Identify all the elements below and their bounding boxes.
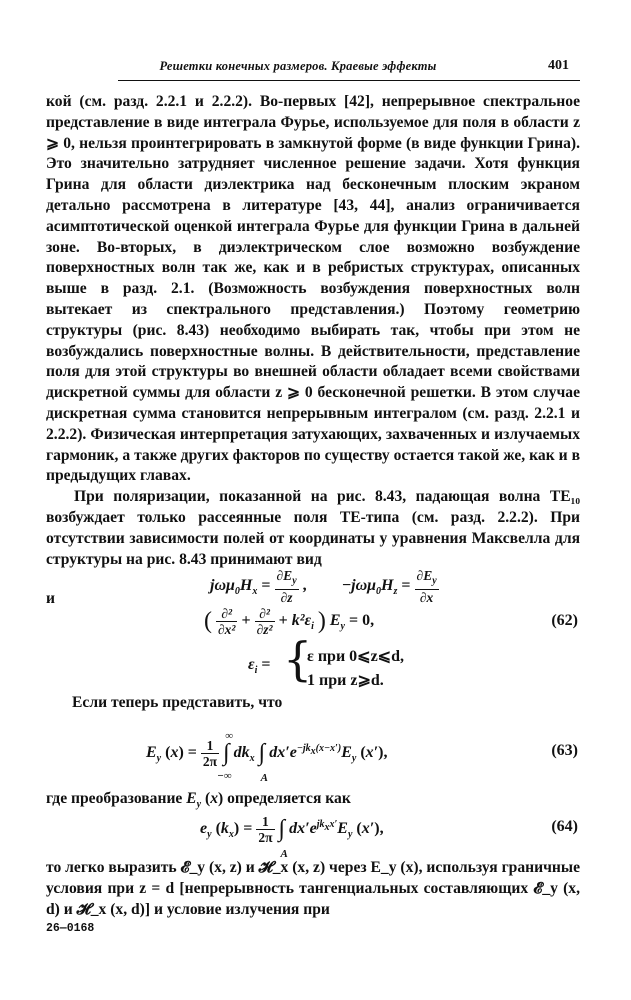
- epsilon-case-1: ε при 0⩽z⩽d,: [307, 648, 404, 665]
- running-header-title: Решетки конечных размеров. Краевые эффекты: [159, 59, 437, 73]
- case-brace: {: [283, 632, 313, 686]
- epsilon-case-2: 1 при z⩾d.: [307, 672, 384, 689]
- epsilon-label: $\varepsilon_i$ =: [248, 656, 271, 677]
- page-number: 401: [548, 58, 569, 73]
- text-where: где преобразование $E_y$ (x) определяется как: [46, 790, 351, 811]
- header-rule: [118, 80, 580, 81]
- equation-number-63: (63): [551, 742, 578, 759]
- connector-and: и: [46, 590, 55, 607]
- inverse-transform-equation: $e_y$ $(k_x)$ = $\frac{1}{2\pi}$ ∫ A $dx'e^{jk_xx'}E_y$ (x′),: [200, 814, 384, 860]
- helmholtz-equation: ( $\frac{\text{∂²}}{\text{∂x²}}$ + $\frac{\text{∂²}}{\text{∂z²}}$ + $k^2\varepsilon_i$ ) $E_y = 0$,: [204, 606, 375, 637]
- text-if: Если теперь представить, что: [72, 694, 283, 711]
- transform-equation: $E_y$ (x) = $\frac{1}{2\pi}$ ∫ ∞ −∞ $dk_x$ ∫ A $dx'e^{-jk_x(x-x')}E_y$ (x′),: [146, 730, 388, 784]
- last-paragraph: то легко выразить 𝓔_y (x, z) и 𝓗_x (x, z) через E_y (x), используя граничные условия при z = d [непрерывность тангенциальных составляющих 𝓔_y (x, d) и 𝓗_x (x, d)] и условие излучения при: [46, 859, 580, 918]
- maxwell-equation-2: $-j\omega\mu_0H_z$ = $\frac{\partial E_y}{\partial x}$: [342, 568, 437, 605]
- equation-number-64: (64): [551, 818, 578, 835]
- maxwell-equation-1: $j\omega\mu_0H_x$ = $\frac{\partial E_y}{\partial z}$ ,: [210, 568, 307, 605]
- paragraph-2: При поляризации, показанной на рис. 8.43, падающая волна TE₁₀ возбуждает только рассеянные поля TE-типа (см. разд. 2.2.2). При отсутствии зависимости полей от координаты y уравнения Максвелла для структуры на рис. 8.43 принимают вид: [46, 488, 580, 568]
- body-text: [46, 92, 580, 570]
- footer-signature: 26—0168: [46, 922, 95, 935]
- equation-number-62: (62): [551, 612, 578, 629]
- paragraph-1: кой (см. разд. 2.2.1 и 2.2.2). Во-первых [42], непрерывное спектральное представление в виде интеграла Фурье, используемое для поля в области z ⩾ 0, нельзя проинтегрировать в замкнутой форме (в виде функции Грина). Это значительно затрудняет численное решение задачи. Хотя функция Грина для области диэлектрика над бесконечным плоским экраном детально рассмотрена в литературе [43, 44], анализ ограничивается асимптотической оценкой интеграла Фурье для функции Грина в дальней зоне. Во-вторых, в диэлектрическом слое возможно возбуждение поверхностных волн так же, как и в ребристых структурах, описанных выше в разд. 2.1. (Возможность возбуждения поверхностных волн вытекает из спектрального представления.) Поэтому геометрию структуры (рис. 8.43) необходимо выбирать так, чтобы при этом не возбуждались поверхностные волны. В действительности, представление поля для этой структуры во внешней области обладает всеми свойствами дискретной суммы для области z ⩾ 0 бесконечной решетки. В этом случае дискретная сумма становится непрерывным интегралом (см. разд. 2.2.1 и 2.2.2). Физическая интерпретация затухающих, захваченных и излучаемых гармоник, а также других факторов по существу остается такой же, как и в предыдущих главах.: [46, 93, 580, 485]
